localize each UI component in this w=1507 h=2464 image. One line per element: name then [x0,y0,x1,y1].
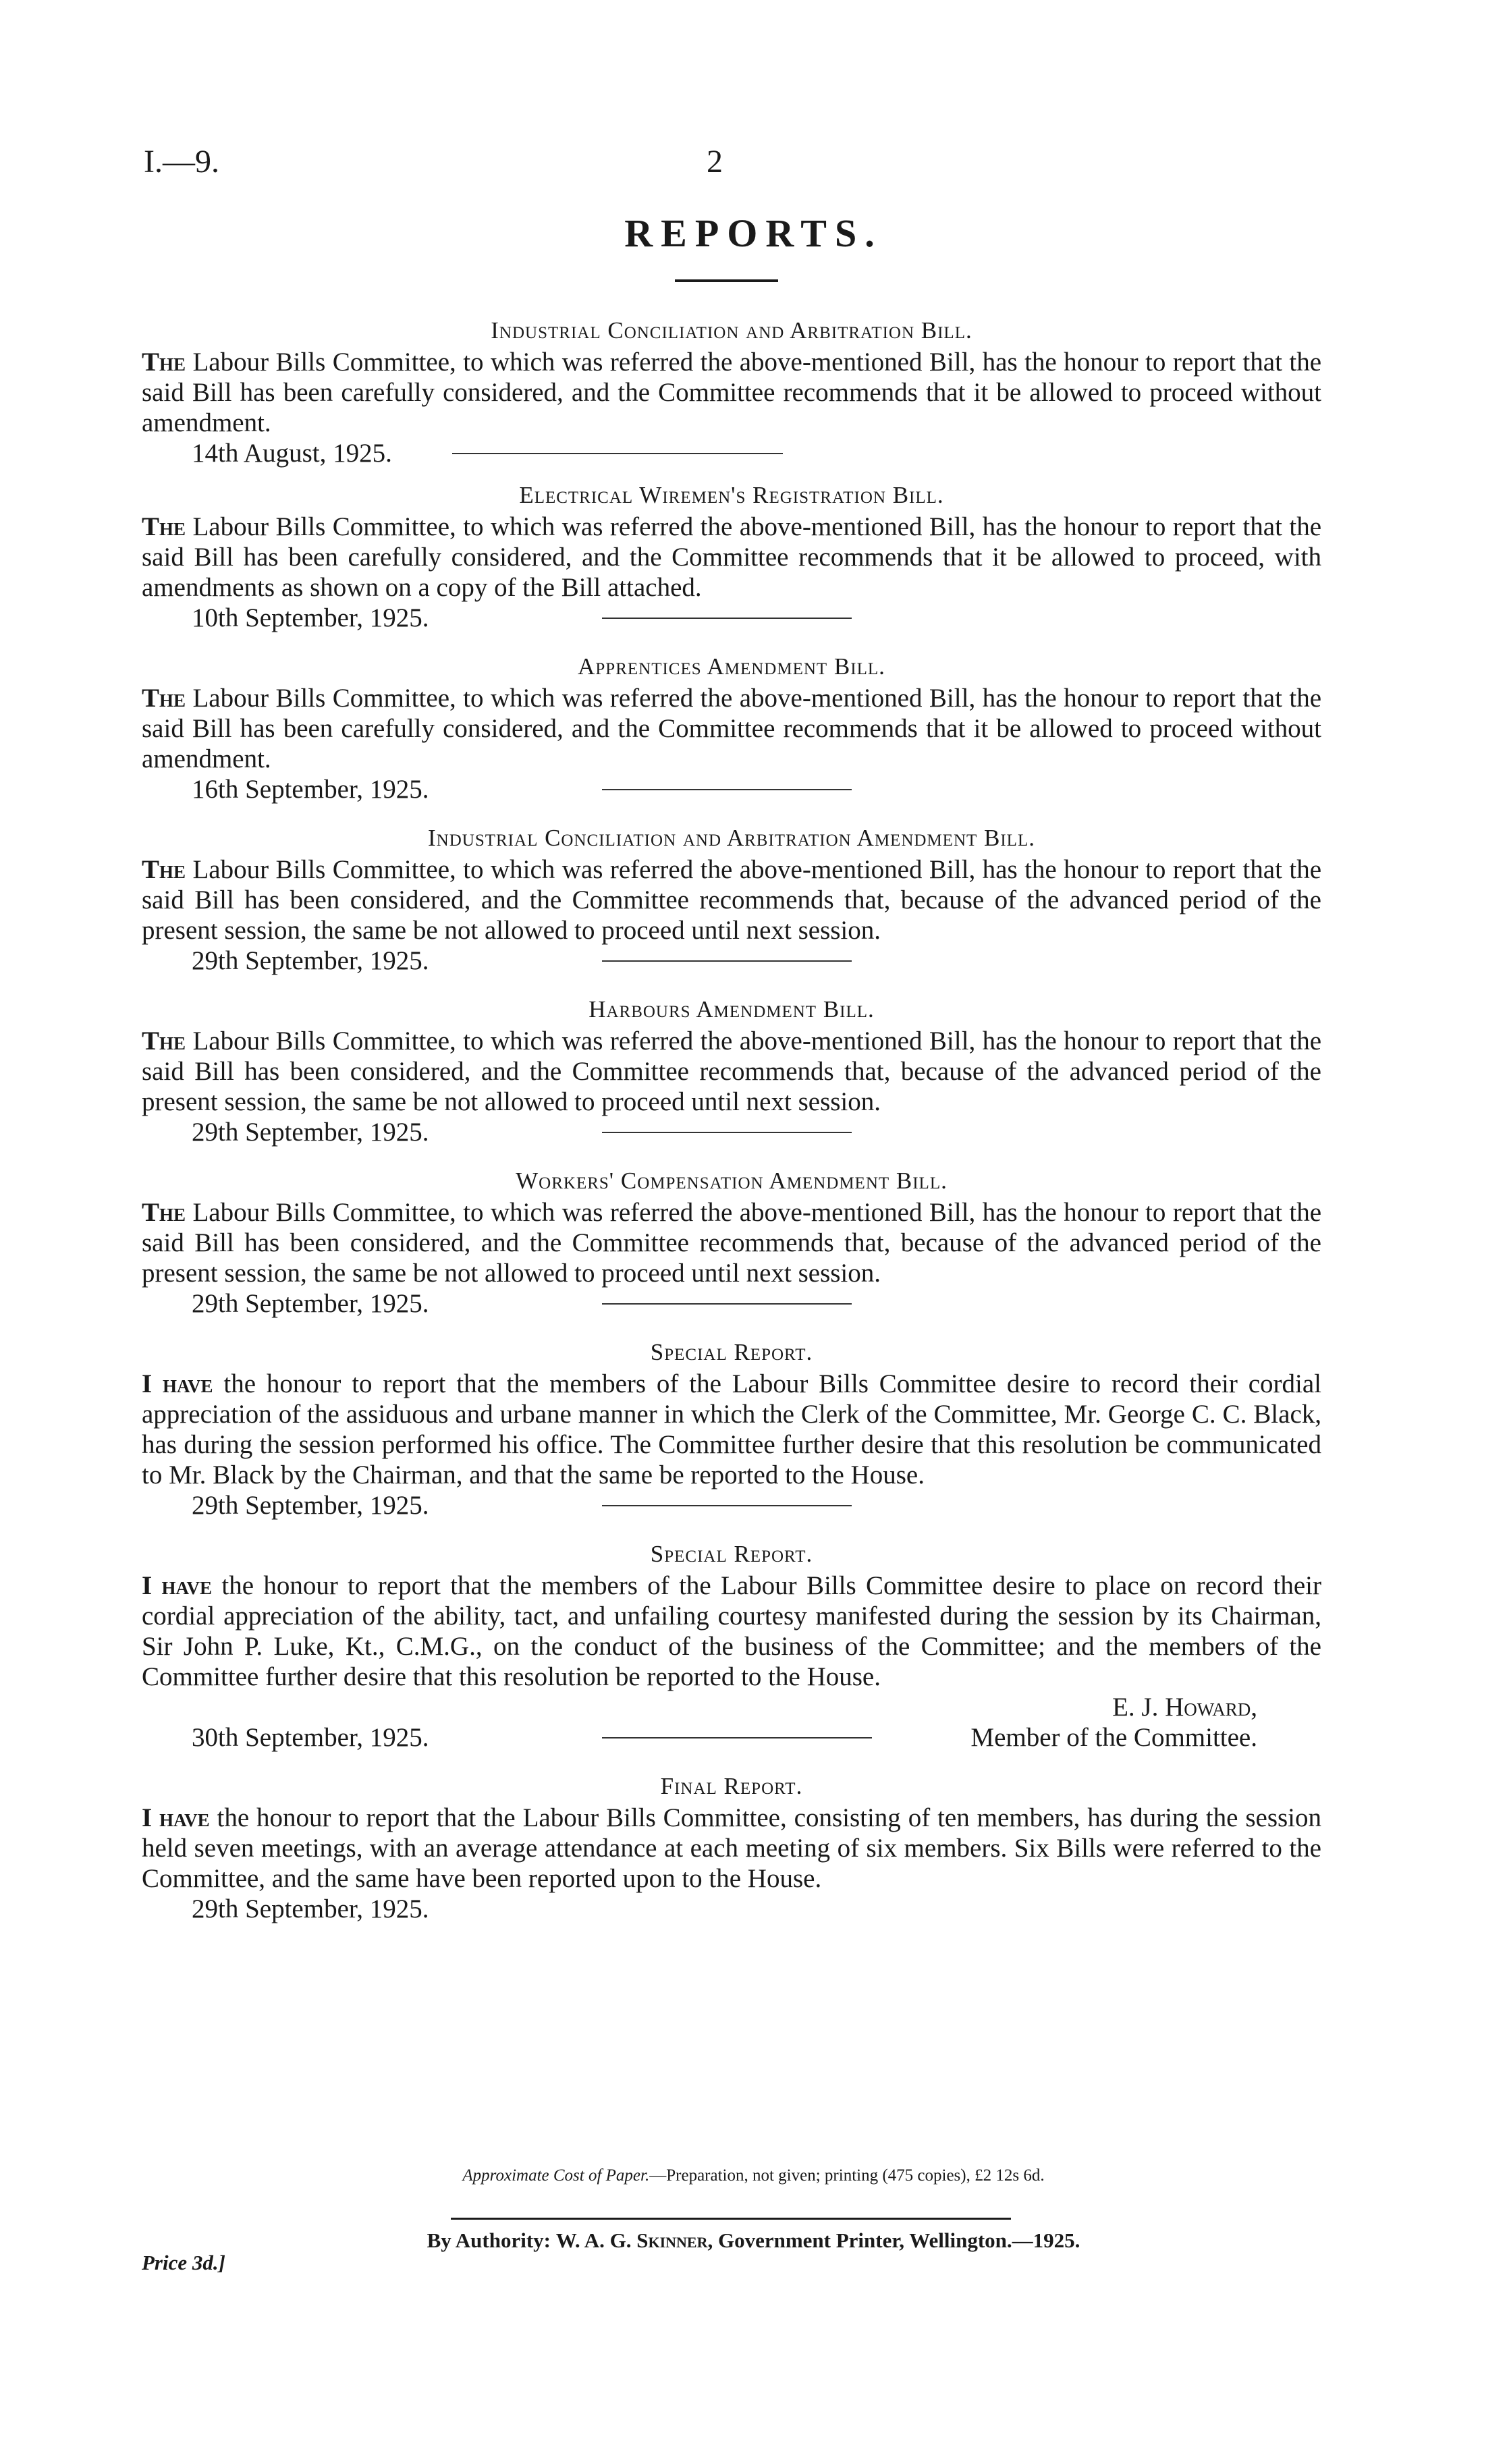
report-section [142,1168,1321,1319]
report-date: 14th August, 1925. [192,439,392,468]
page-number: 2 [707,144,723,180]
date-row [142,1722,1321,1753]
section-lead: I have [142,1369,213,1398]
paper-reference: I.—9. [144,144,219,180]
footer-rule [451,2218,1011,2220]
section-lead: The [142,1198,186,1227]
section-text: Labour Bills Committee, to which was referred the above-mentioned Bill, has the honour to report that the said Bill has been carefully considered, and the Committee recommends that it be allowed to proceed, with amendments as shown on a copy of the Bill attached. [142,512,1322,602]
title-rule [675,279,778,282]
report-section [142,1541,1321,1753]
section-heading: Industrial Conciliation and Arbitration Amendment Bill. [428,825,1035,851]
section-heading: Special Report. [650,1339,813,1365]
section-lead: The [142,855,186,884]
cost-note [0,2166,1507,2185]
authority-line [0,2228,1507,2253]
section-body [142,683,1321,774]
signature-title: Member of the Committee. [970,1723,1257,1752]
separator-rule [602,960,852,962]
price: Price 3d.] [142,2251,225,2274]
date-row [142,774,1321,804]
report-date: 29th September, 1925. [192,1894,429,1923]
date-row [142,1288,1321,1319]
section-heading: Apprentices Amendment Bill. [578,653,885,680]
separator-rule [602,1505,852,1506]
separator-rule [602,1303,852,1305]
signature-name: E. J. Howard, [1112,1693,1257,1722]
printer-name: W. A. G. Skinner, [555,2228,713,2252]
authority-label: By Authority: [427,2228,551,2252]
report-section [142,482,1321,633]
report-date: 29th September, 1925. [192,1289,429,1318]
date-row [142,438,1321,468]
section-lead: The [142,684,186,713]
date-row [142,1117,1321,1147]
section-text: Labour Bills Committee, to which was referred the above-mentioned Bill, has the honour to report that the said Bill has been considered, and the Committee recommends that, because of the advanced period of the present session, the same be not allowed to proceed until next session. [142,855,1322,945]
section-text: Labour Bills Committee, to which was referred the above-mentioned Bill, has the honour to report that the said Bill has been considered, and the Committee recommends that, because of the advanced period of the present session, the same be not allowed to proceed until next session. [142,1026,1322,1116]
section-text: Labour Bills Committee, to which was referred the above-mentioned Bill, has the honour to report that the said Bill has been considered, and the Committee recommends that, because of the advanced period of the present session, the same be not allowed to proceed until next session. [142,1198,1322,1288]
authority-rest: Government Printer, Wellington.—1925. [717,2228,1080,2252]
report-date: 29th September, 1925. [192,1118,429,1147]
section-body [142,854,1321,946]
cost-text: —Preparation, not given; printing (475 copies), £2 12s 6d. [649,2166,1045,2185]
date-row [142,1490,1321,1521]
section-heading: Electrical Wiremen's Registration Bill. [519,482,944,508]
section-body [142,512,1321,603]
cost-label: Approximate Cost of Paper. [462,2166,650,2185]
section-heading: Final Report. [660,1773,803,1799]
date-row [142,946,1321,976]
report-section [142,1339,1321,1521]
section-lead: The [142,512,186,541]
section-heading: Workers' Compensation Amendment Bill. [516,1168,948,1194]
separator-rule [452,453,783,454]
section-heading: Industrial Conciliation and Arbitration Bill. [491,317,972,344]
section-body [142,1197,1321,1288]
section-text: Labour Bills Committee, to which was referred the above-mentioned Bill, has the honour to report that the said Bill has been carefully considered, and the Committee recommends that it be allowed to proceed without amendment. [142,348,1322,437]
section-body [142,1803,1321,1894]
date-row [142,603,1321,633]
separator-rule [602,789,852,790]
section-lead: I have [142,1571,213,1600]
section-body [142,347,1321,438]
date-row [142,1894,1321,1924]
section-body [142,1026,1321,1117]
report-date: 10th September, 1925. [192,603,429,632]
section-body [142,1369,1321,1490]
separator-rule [602,1737,872,1739]
page-title: REPORTS. [624,211,883,255]
signature-row [142,1692,1321,1722]
report-date: 29th September, 1925. [192,946,429,975]
report-section [142,996,1321,1147]
section-body [142,1570,1321,1692]
section-text: the honour to report that the members of the Labour Bills Committee desire to place on record their cordial appreciation of the ability, tact, and unfailing courtesy manifested during the session by its Chairman, Sir John P. Luke, Kt., C.M.G., on the conduct of the business of the Committee; and the members of the Committee further desire that this resolution be reported to the House. [142,1571,1321,1691]
report-section [142,825,1321,976]
report-section [142,653,1321,804]
section-text: Labour Bills Committee, to which was referred the above-mentioned Bill, has the honour to report that the said Bill has been carefully considered, and the Committee recommends that it be allowed to proceed without amendment. [142,684,1322,773]
report-date: 29th September, 1925. [192,1491,429,1520]
report-section [142,317,1321,468]
report-section [142,1773,1321,1924]
section-heading: Harbours Amendment Bill. [588,996,875,1022]
reports-body [142,304,1321,1924]
report-date: 16th September, 1925. [192,775,429,804]
section-text: the honour to report that the members of the Labour Bills Committee desire to record their cordial appreciation of the assiduous and urbane manner in which the Clerk of the Committee, Mr. George C. C. Black, has during the session performed his office. The Committee further desire that this resolution be communicated to Mr. Black by the Chairman, and that the same be reported to the House. [142,1369,1321,1489]
section-lead: I have [142,1803,210,1832]
section-lead: The [142,348,186,377]
section-heading: Special Report. [650,1541,813,1567]
separator-rule [602,618,852,619]
section-lead: The [142,1026,186,1056]
report-date: 30th September, 1925. [192,1723,429,1752]
separator-rule [602,1132,852,1133]
section-text: the honour to report that the Labour Bills Committee, consisting of ten members, has during the session held seven meetings, with an average attendance at each meeting of six members. Six Bills were referred to the Committee, and the same have been reported upon to the House. [142,1803,1322,1893]
